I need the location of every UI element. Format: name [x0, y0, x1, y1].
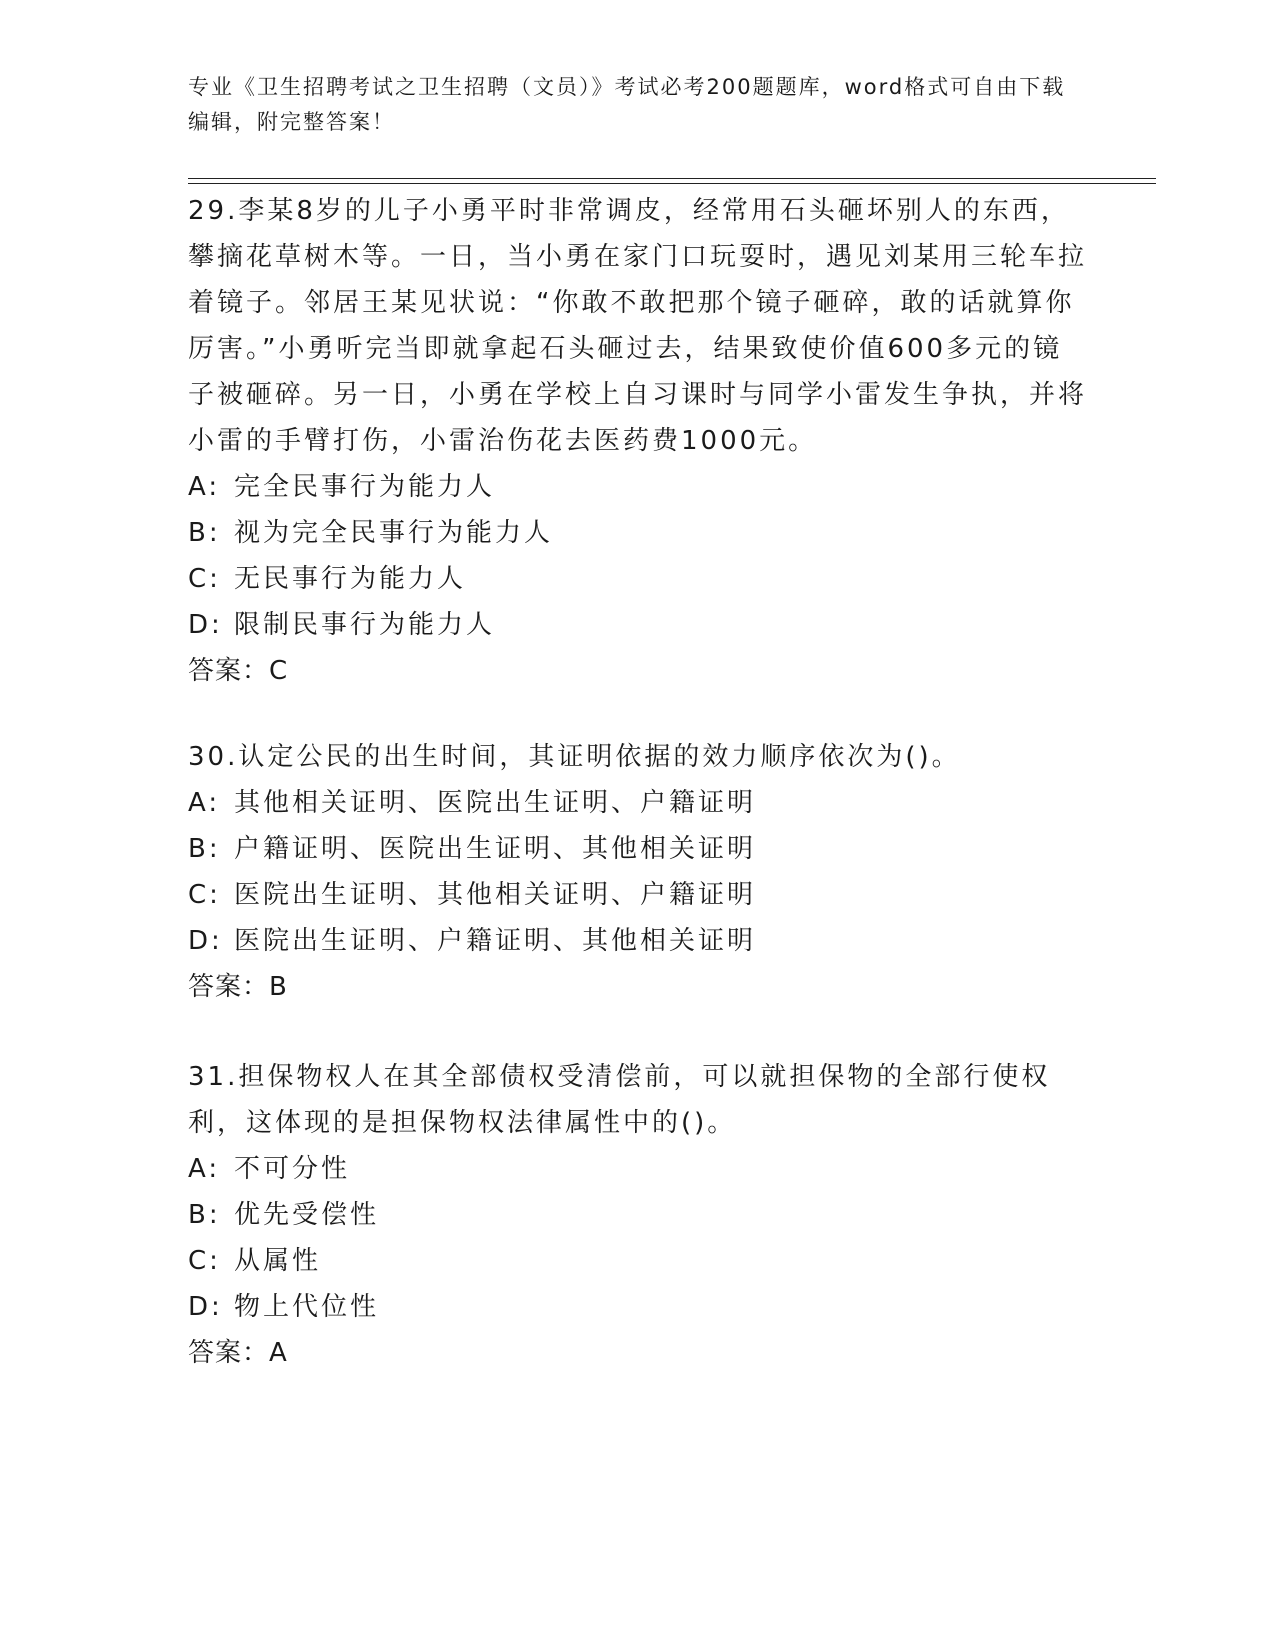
option-c	[188, 872, 1088, 918]
option-letter: B:	[188, 518, 221, 548]
option-a	[188, 780, 1088, 826]
option-text: 无民事行为能力人	[234, 564, 467, 594]
option-b	[188, 510, 1088, 556]
option-text: 医院出生证明、户籍证明、其他相关证明	[234, 926, 757, 956]
option-text: 医院出生证明、其他相关证明、户籍证明	[234, 880, 757, 910]
question-31	[188, 1054, 1088, 1376]
option-letter: B:	[188, 1200, 221, 1230]
option-letter: C:	[188, 564, 221, 594]
option-d	[188, 602, 1088, 648]
header-divider-bottom	[188, 183, 1156, 184]
option-a	[188, 1146, 1088, 1192]
question-29	[188, 188, 1088, 694]
answer-line: 答案：B	[188, 972, 288, 1002]
document-header: 专业《卫生招聘考试之卫生招聘（文员）》考试必考200题题库，word格式可自由下载编辑，附完整答案！	[188, 75, 1066, 134]
header-divider-top	[188, 178, 1156, 179]
option-letter: D:	[188, 610, 223, 640]
option-text: 限制民事行为能力人	[234, 610, 496, 640]
option-d	[188, 1284, 1088, 1330]
answer-line: 答案：A	[188, 1338, 288, 1368]
option-letter: B:	[188, 834, 221, 864]
option-text: 物上代位性	[234, 1292, 380, 1322]
option-text: 视为完全民事行为能力人	[234, 518, 554, 548]
question-stem: 29.李某8岁的儿子小勇平时非常调皮，经常用石头砸坏别人的东西，攀摘花草树木等。一日，当小勇在家门口玩耍时，遇见刘某用三轮车拉着镜子。邻居王某见状说：“你敢不敢把那个镜子砸碎，敢的话就算你厉害。”小勇听完当即就拿起石头砸过去，结果致使价值600多元的镜子被砸碎。另一日，小勇在学校上自习课时与同学小雷发生争执，并将小雷的手臂打伤，小雷治伤花去医药费1000元。	[188, 196, 1088, 456]
option-text: 从属性	[234, 1246, 322, 1276]
option-text: 其他相关证明、医院出生证明、户籍证明	[234, 788, 757, 818]
option-text: 完全民事行为能力人	[234, 472, 496, 502]
option-letter: C:	[188, 880, 221, 910]
question-stem: 30.认定公民的出生时间，其证明依据的效力顺序依次为()。	[188, 742, 961, 772]
option-letter: A:	[188, 1154, 221, 1184]
option-a	[188, 464, 1088, 510]
option-letter: A:	[188, 472, 221, 502]
option-c	[188, 1238, 1088, 1284]
question-stem: 31.担保物权人在其全部债权受清偿前，可以就担保物的全部行使权利，这体现的是担保物权法律属性中的()。	[188, 1062, 1051, 1138]
option-b	[188, 826, 1088, 872]
option-text: 不可分性	[234, 1154, 351, 1184]
option-d	[188, 918, 1088, 964]
option-letter: D:	[188, 926, 223, 956]
option-text: 户籍证明、医院出生证明、其他相关证明	[234, 834, 757, 864]
question-30	[188, 734, 1088, 1010]
option-letter: A:	[188, 788, 221, 818]
option-letter: D:	[188, 1292, 223, 1322]
option-c	[188, 556, 1088, 602]
option-text: 优先受偿性	[234, 1200, 380, 1230]
option-b	[188, 1192, 1088, 1238]
answer-line: 答案：C	[188, 656, 289, 686]
option-letter: C:	[188, 1246, 221, 1276]
